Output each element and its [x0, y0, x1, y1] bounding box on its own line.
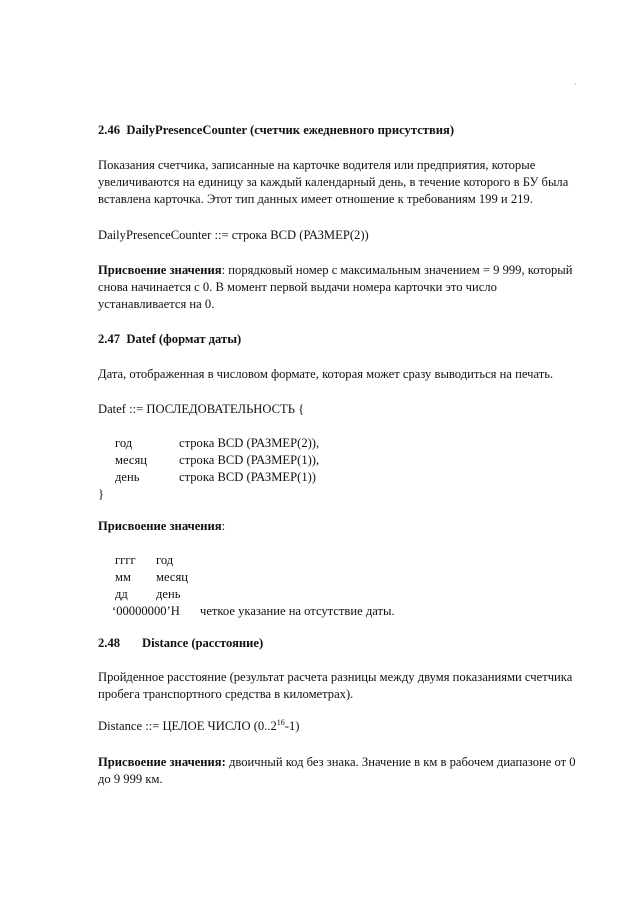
heading-2-48-number: 2.48 [98, 636, 121, 650]
field-type-day: строка BCD (РАЗМЕР(1)) [179, 470, 316, 484]
value-meaning-day: день [156, 587, 181, 601]
text-line: снова начинается с 0. В момент первой выдачи номера карточки это число [98, 280, 497, 294]
assignment-2-48 [98, 754, 588, 788]
assignment-2-46 [98, 262, 588, 313]
field-type-month: строка BCD (РАЗМЕР(1)), [179, 453, 320, 467]
field-name-month: месяц [115, 453, 147, 467]
paragraph-2-47-description: Дата, отображенная в числовом формате, которая может сразу выводиться на печать. [98, 367, 554, 381]
def-superscript: 16 [276, 717, 285, 727]
field-name-year: год [115, 436, 133, 450]
heading-2-48-title: Distance (расстояние) [142, 636, 264, 650]
value-code-null: ‘00000000’H [112, 604, 180, 618]
def-suffix: -1) [284, 719, 300, 733]
text-line: увеличиваются на единицу за каждый календарный день, в течение которого в БУ была [98, 175, 569, 189]
assign-label: Присвоение значения: [98, 755, 226, 769]
value-meaning-null: четкое указание на отсутствие даты. [200, 604, 395, 618]
corner-mark: · [574, 80, 577, 89]
paragraph-2-46-description [98, 157, 588, 208]
text-line: Показания счетчика, записанные на карточке водителя или предприятия, которые [98, 158, 536, 172]
text-line: Пройденное расстояние (результат расчета разницы между двумя показаниями счетчика [98, 670, 573, 684]
value-code-month: мм [115, 570, 131, 584]
heading-title: DailyPresenceCounter (счетчик ежедневного присутствия) [126, 123, 455, 137]
field-name-day: день [115, 470, 140, 484]
assignment-2-47 [98, 518, 588, 535]
heading-2-47 [98, 331, 588, 348]
definition-distance [98, 718, 588, 735]
heading-2-46 [98, 122, 588, 139]
value-code-year: гггг [115, 553, 136, 567]
value-meaning-month: месяц [156, 570, 188, 584]
heading-number: 2.46 [98, 123, 121, 137]
text-line: пробега транспортного средства в километрах). [98, 687, 354, 701]
definition-datef-open: Datef ::= ПОСЛЕДОВАТЕЛЬНОСТЬ { [98, 402, 305, 416]
heading-title: Datef (формат даты) [126, 332, 242, 346]
def-prefix: Distance ::= ЦЕЛОЕ ЧИСЛО (0..2 [98, 719, 277, 733]
field-type-year: строка BCD (РАЗМЕР(2)), [179, 436, 320, 450]
assign-colon: : [221, 519, 226, 533]
heading-number: 2.47 [98, 332, 121, 346]
text-line: : порядковый номер с максимальным значением = 9 999, который [221, 263, 573, 277]
assign-label: Присвоение значения [98, 519, 222, 533]
definition-datef-close: } [98, 487, 105, 501]
value-meaning-year: год [156, 553, 174, 567]
paragraph-2-48-description [98, 669, 588, 703]
text-line: до 9 999 км. [98, 772, 163, 786]
text-line: двоичный код без знака. Значение в км в рабочем диапазоне от 0 [225, 755, 576, 769]
definition-daily-presence-counter: DailyPresenceCounter ::= строка BCD (РАЗМЕР(2)) [98, 228, 369, 242]
assign-label: Присвоение значения [98, 263, 222, 277]
text-line: вставлена карточка. Этот тип данных имеет отношение к требованиям 199 и 219. [98, 192, 533, 206]
text-line: устанавливается на 0. [98, 297, 215, 311]
value-code-day: дд [115, 587, 128, 601]
